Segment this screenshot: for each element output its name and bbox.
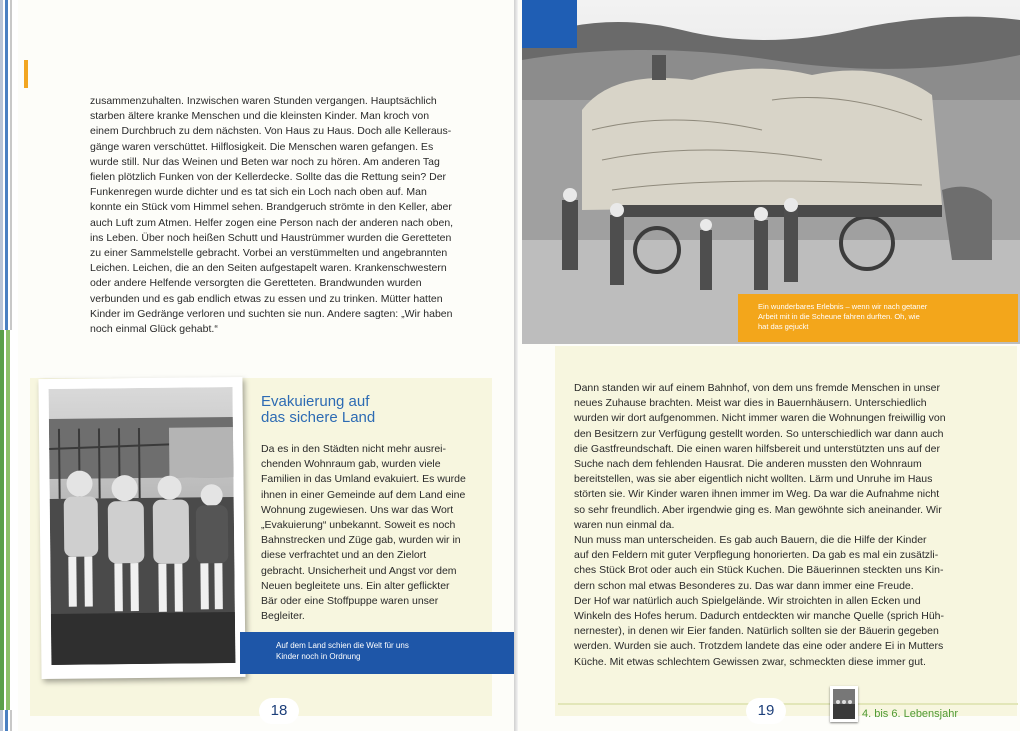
page-number-left: 18 [259,698,299,724]
orange-margin-mark [24,60,28,88]
hay-wagon-photo [522,0,1020,344]
left-body-text: zusammenzuhalten. Inzwischen waren Stunden vergangen. Hauptsächlich starben ältere kranke Menschen und die kleinsten Kinder. Man kroch von einem Durchbruch zu dem nächsten. Von Haus zu Haus. Doch alle Kelleraus- gänge waren verschüttet. Hilflosigkeit. Die Menschen waren gefangen. Es wurde still. Nur das Weinen und Beten war noch zu hören. Am anderen Tag fielen plötzlich Funken von der Kellerdecke. Sollte das die Rettung sein? Der Funkenregen wurde dichter und es tat sich ein Loch nach oben auf. Man konnte ein Stück vom Himmel sehen. Brandgeruch strömte in den Keller, aber auch Luft zum Atmen. Helfer zogen eine Person nach der anderen nach oben, ins Leben. Über noch heißen Schutt und Haustrümmer wurden die Geretteten zu einer Sammelstelle gebracht. Vorbei an verstümmelten und angebrannten Leichen. Leichen, die an den Seiten aufgestapelt waren. Krankenschwestern oder andere Helfende versorgten die Geretteten. Brandwunden wurden verbunden und es gab endlich etwas zu essen und zu trinken. Mütter hatten Kinder im Gedränge verloren und suchten sie nun. Andere sagten: „Wir haben noch einmal Glück gehabt.“ [90,95,454,336]
section-body-text: Da es in den Städten nicht mehr ausrei- chenden Wohnraum gab, wurden viele Familien in das Umland evakuiert. Es wurde ihnen in einer Gemeinde auf dem Land eine Wohnung zugewiesen. Uns war das Wort „Evakuierung“ unbekannt. Soweit es noch Bahnstrecken und Züge gab, wurden wir in diese verfrachtet und an den Zielort gebracht. Unsicherheit und Angst vor dem Neuen begleitete uns. Ein alter geflickter Bär oder eine Stoffpuppe waren unser Begleiter. [261,443,466,623]
children-photo [49,387,236,665]
page-number-right: 19 [746,698,786,724]
blue-corner-accent [522,0,577,48]
chapter-label: 4. bis 6. Lebensjahr [862,708,959,720]
section-title: Evakuierung auf das sichere Land [261,393,376,426]
hay-photo-caption-box [738,294,1018,342]
chapter-thumbnail-photo [830,686,858,722]
hay-photo-caption-text: Ein wunderbares Erlebnis – wenn wir nach getaner Arbeit mit in die Scheune fahren durften. Oh, wie hat das gejuckt [758,302,928,331]
children-photo-frame [38,377,245,679]
right-body-text: Dann standen wir auf einem Bahnhof, von dem uns fremde Menschen in unser neues Zuhause brachten. Meist war dies in Bauernhäusern. Unterschiedlich wurden wir dort aufgenommen. Nicht immer waren die Wohnungen freiwillig von den Besitzern zur Verfügung gestellt worden. So unterschiedlich war dann auch die Gastfreundschaft. Die einen waren hilfsbereit und unterstützten uns auf der Suche nach dem fehlenden Hausrat. Die anderen mussten den Wohnraum bereitstellen, was sie aber eigentlich nicht wollten. Lärm und Unruhe im Haus störten sie. Wir Kinder waren ihnen immer im Weg. Da war die Aufnahme nicht so sehr freundlich. Aber irgendwie ging es. Man gewöhnte sich aneinander. Wir waren nun einmal da. Nun muss man unterscheiden. Es gab auch Bauern, die die Hilfe der Kinder auf den Feldern mit guter Verpflegung honorierten. Da gab es mal ein zusätzli- ches Stück Brot oder auch ein Stück Kuchen. Die Bäuerinnen steckten uns Kin- dern schon mal etwas Besonderes zu. Das war dann immer eine Freude. Der Hof war natürlich auch Spielgelände. Wir stroichten in allen Ecken und Winkeln des Hofes herum. Dadurch entdeckten wir manche Quelle (sprich Hüh- nernester), in denen wir Eier fanden. Natürlich sollten sie der Bäuerin gegeben werden. Wurden sie auch. Trotzdem landete das eine oder andere Ei in Mutters Küche. Mit etwas schlechtem Gewissen zwar, schmeckten diese immer gut. [574,382,946,668]
chapter-thumbnail-image [830,686,858,722]
page-edge-green-stripes [0,330,18,710]
photo-caption-box [240,632,518,674]
photo-caption-text: Auf dem Land schien die Welt für uns Kinder noch in Ordnung [276,641,409,661]
chapter-rule-line [558,703,1018,705]
